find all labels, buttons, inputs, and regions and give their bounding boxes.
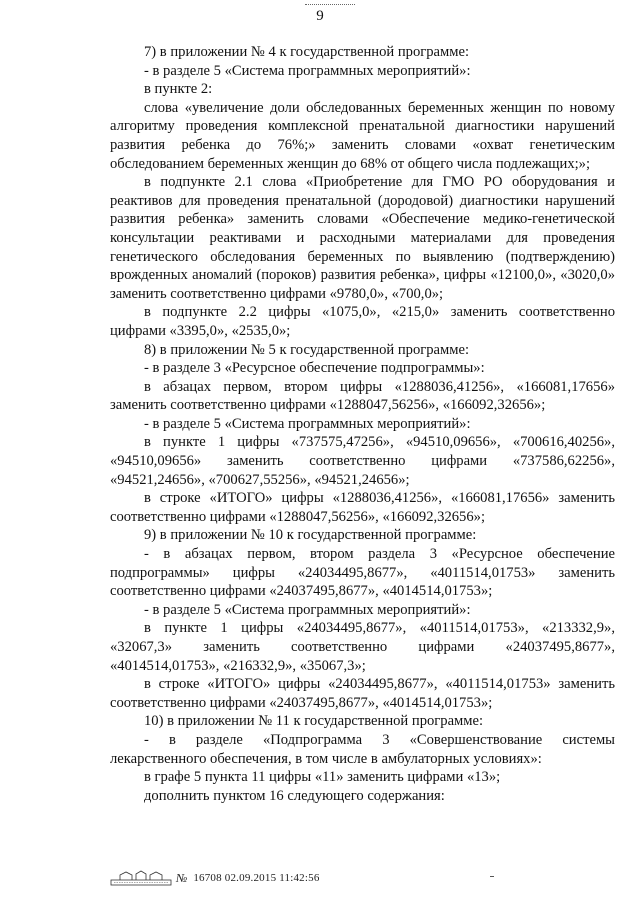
paragraph: 8) в приложении № 5 к государственной программе:	[144, 341, 470, 358]
paragraph: в пункте 1 цифры «24034495,8677», «4011514,01753», «213332,9», «32067,3» заменить соответственно цифрами «24037495,8677», «4014514,01753», «216332,9», «35067,3»;	[110, 620, 615, 674]
scan-mark	[305, 4, 355, 7]
paragraph: в строке «ИТОГО» цифры «1288036,41256», «166081,17656» заменить соответственно цифрами «1288047,56256», «166092,32656»;	[110, 490, 615, 525]
paragraph: - в разделе 3 «Ресурсное обеспечение подпрограммы»:	[144, 360, 485, 377]
page-number: 9	[316, 8, 324, 24]
paragraph: 7) в приложении № 4 к государственной программе:	[144, 44, 470, 60]
registration-footer	[110, 869, 320, 887]
paragraph: 10) в приложении № 11 к государственной программе:	[144, 713, 484, 730]
paragraph: - в разделе «Подпрограмма 3 «Совершенствование системы лекарственного обеспечения, в том числе в амбулаторных условиях»:	[110, 731, 615, 767]
paragraph: в абзацах первом, втором цифры «1288036,41256», «166081,17656» заменить соответственно цифрами «1288047,56256», «166092,32656»;	[110, 378, 615, 414]
paragraph: в графе 5 пункта 11 цифры «11» заменить цифрами «13»;	[144, 769, 501, 786]
document-body	[110, 43, 615, 805]
paragraph: в пункте 1 цифры «737575,47256», «94510,09656», «700616,40256», «94510,09656» заменить соответственно цифрами «737586,62256», «94521,24656», «700627,55256», «94521,24656»;	[110, 434, 615, 488]
paragraph: слова «увеличение доли обследованных беременных женщин по новому алгоритму проведения комплексной пренатальной диагностики нарушений развития ребенка до 76%;» заменить словами «охват генетическим обследованием беременных женщин до 68% от общего числа подлежащих;»;	[110, 99, 615, 172]
registration-stamp: 16708 02.09.2015 11:42:56	[193, 872, 320, 884]
paragraph: в пункте 2:	[144, 81, 213, 98]
paragraph: - в разделе 5 «Система программных мероприятий»:	[144, 62, 471, 79]
scan-speck	[490, 876, 494, 877]
document-number-sign: №	[176, 870, 188, 885]
paragraph: дополнить пунктом 16 следующего содержания:	[144, 787, 445, 804]
paragraph: - в разделе 5 «Система программных мероприятий»:	[144, 415, 471, 432]
building-seal-icon	[110, 870, 172, 886]
paragraph: в строке «ИТОГО» цифры «24034495,8677», «4011514,01753» заменить соответственно цифрами «24037495,8677», «4014514,01753»;	[110, 676, 615, 711]
paragraph: в подпункте 2.2 цифры «1075,0», «215,0» заменить соответственно цифрами «3395,0», «2535,0»;	[110, 304, 615, 339]
paragraph: - в разделе 5 «Система программных мероприятий»:	[144, 601, 471, 618]
paragraph: 9) в приложении № 10 к государственной программе:	[144, 527, 477, 544]
paragraph: в подпункте 2.1 слова «Приобретение для ГМО РО оборудования и реактивов для проведения пренатальной (дородовой) диагностики нарушений развития ребенка» заменить словами «Обеспечение медико-генетической консультации реактивами и расходными материалами для проведения генетического обследования беременных по выявлению (подтверждению) врожденных аномалий (пороков) развития ребенка», цифры «12100,0», «3020,0» заменить соответственно цифрами «9780,0», «700,0»;	[110, 174, 615, 302]
paragraph: - в абзацах первом, втором раздела 3 «Ресурсное обеспечение подпрограммы» цифры «24034495,8677», «4011514,01753» заменить соответственно цифрами «24037495,8677», «4014514,01753»;	[110, 546, 615, 600]
